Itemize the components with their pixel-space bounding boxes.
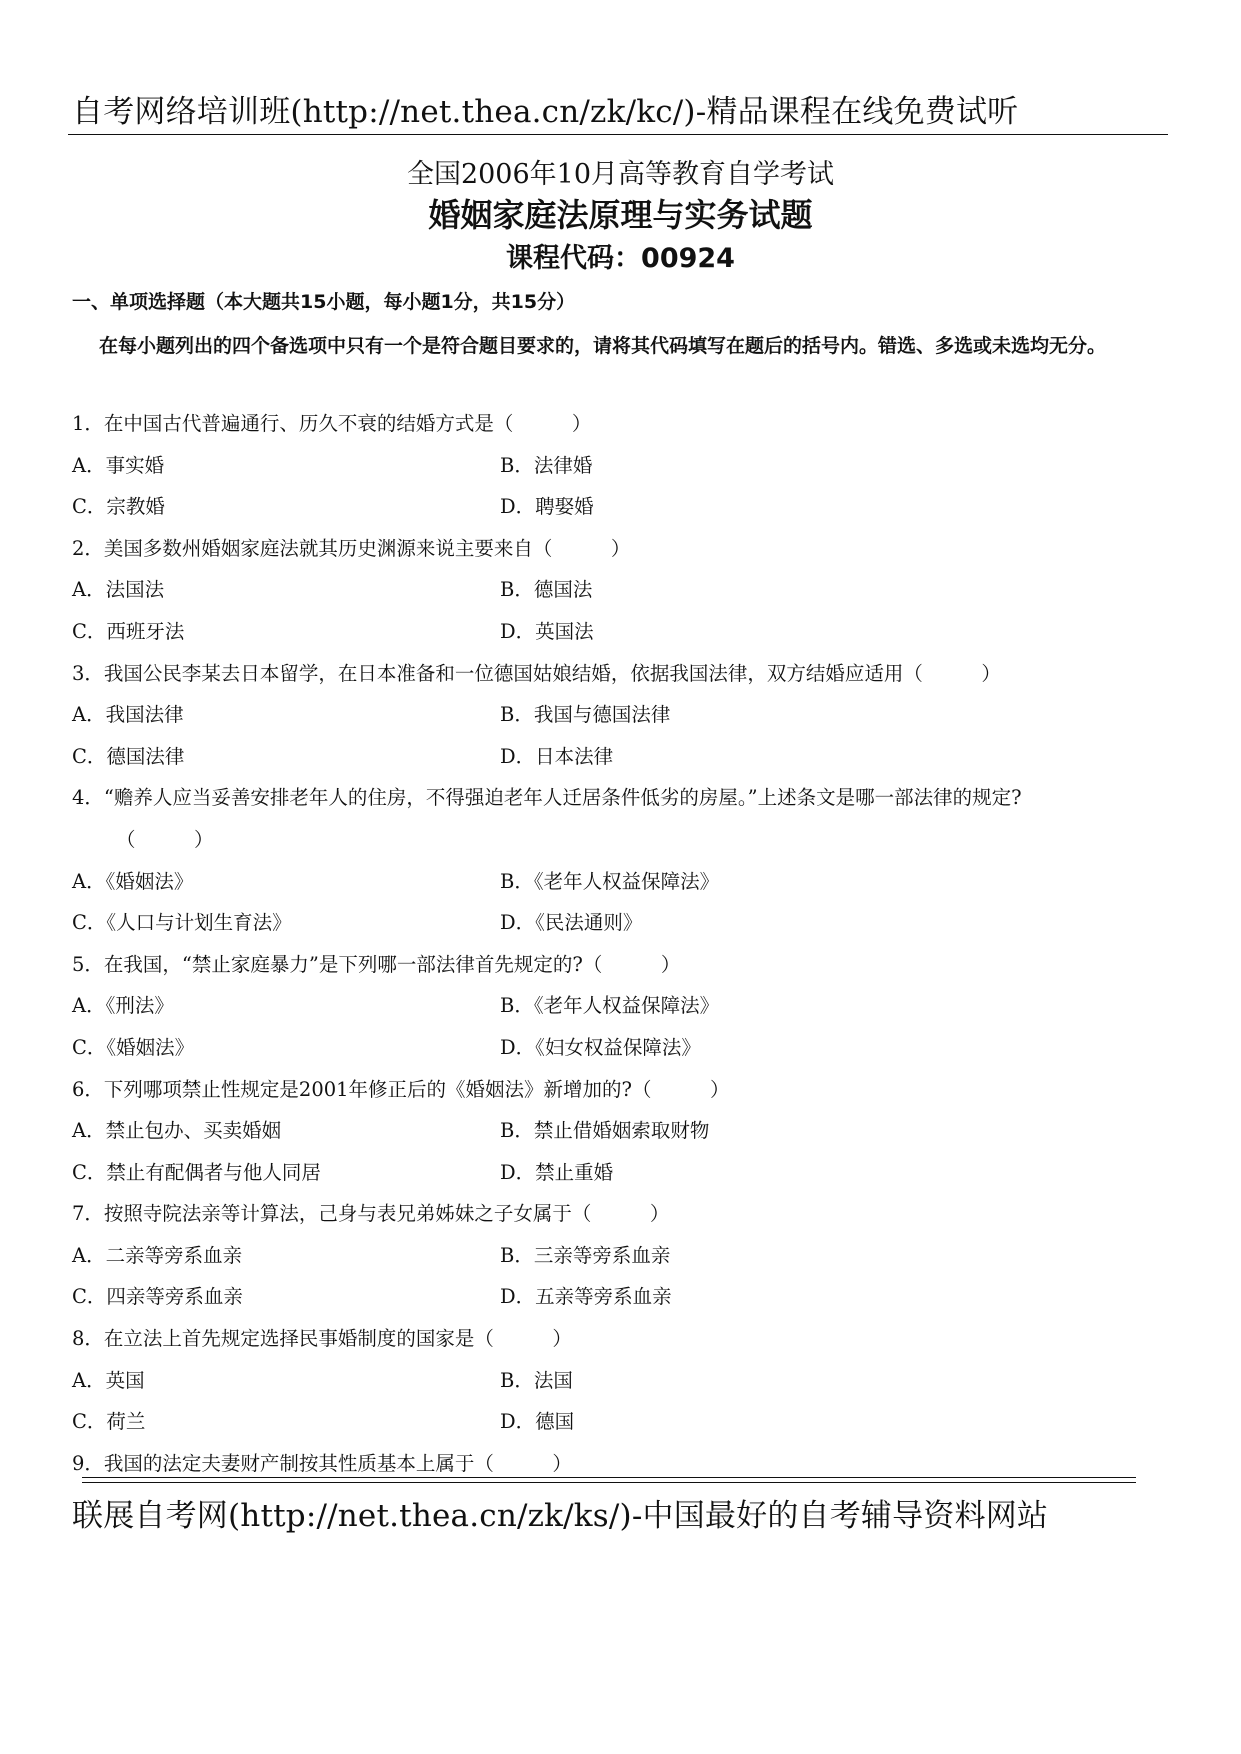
question-number: 2． [72,536,104,560]
question-list [72,403,1182,1484]
answer-option: A．法国法 [72,578,165,602]
question-text: 按照寺院法亲等计算法，己身与表兄弟姊妹之子女属于（ ） [103,1202,670,1226]
question-text: 在立法上首先规定选择民事婚制度的国家是（ ） [103,1327,572,1351]
exam-title: 全国2006年10月高等教育自学考试 [406,159,835,190]
question-number: 4． [72,786,104,810]
answer-option: B．禁止借婚姻索取财物 [500,1119,710,1143]
option-row [72,486,1182,528]
answer-option: B．《老年人权益保障法》 [500,994,720,1018]
answer-option: A．二亲等旁系血亲 [72,1243,243,1267]
answer-option: C．荷兰 [72,1410,146,1434]
question-stem [72,403,1182,445]
answer-option: B．三亲等旁系血亲 [500,1243,671,1267]
answer-option: D．聘娶婚 [500,495,594,519]
answer-option: C．四亲等旁系血亲 [72,1285,243,1309]
question-stem [72,944,1182,986]
answer-option: B．《老年人权益保障法》 [500,869,720,893]
question-stem [72,1193,1182,1235]
section-heading: 一、单项选择题（本大题共15小题，每小题1分，共15分） [72,291,576,313]
option-row [72,569,1182,611]
option-row [72,985,1182,1027]
question-text: 在我国，“禁止家庭暴力”是下列哪一部法律首先规定的?（ ） [103,952,681,976]
option-row [72,1401,1182,1443]
question-text: 我国公民李某去日本留学，在日本准备和一位德国姑娘结婚，依据我国法律，双方结婚应适用（ ） [103,661,1001,685]
section-instruction: 在每小题列出的四个备选项中只有一个是符合题目要求的，请将其代码填写在题后的括号内。错选、多选或未选均无分。 [99,335,1107,357]
question-number: 7． [72,1202,104,1226]
answer-option: D．《妇女权益保障法》 [500,1035,701,1059]
option-row [72,1360,1182,1402]
answer-option: C．德国法律 [72,744,185,768]
answer-option: A．事实婚 [72,453,165,477]
question-text: 美国多数州婚姻家庭法就其历史渊源来说主要来自（ ） [103,536,631,560]
answer-option: A．我国法律 [72,703,184,727]
answer-option: C．西班牙法 [72,619,185,643]
question-number: 9． [72,1451,104,1475]
question-number: 6． [72,1077,104,1101]
answer-option: B．法律婚 [500,453,593,477]
question-number: 5． [72,952,104,976]
option-row [72,902,1182,944]
answer-option: C．《婚姻法》 [72,1035,195,1059]
option-row [72,694,1182,736]
option-row [72,1276,1182,1318]
header-divider [68,134,1168,135]
question-stem [72,1069,1182,1111]
page-footer: 联展自考网(http://net.thea.cn/zk/ks/)-中国最好的自考辅导资料网站 [72,1498,1049,1534]
question-stem [72,777,1182,819]
answer-option: B．我国与德国法律 [500,703,671,727]
option-row [72,1110,1182,1152]
option-row [72,861,1182,903]
page-header: 自考网络培训班(http://net.thea.cn/zk/kc/)-精品课程在线免费试听 [72,94,1019,130]
answer-option: A．《婚姻法》 [72,869,194,893]
option-row [72,1152,1182,1194]
question-text: “赡养人应当妥善安排老年人的住房，不得强迫老年人迁居条件低劣的房屋。”上述条文是哪一部法律的规定? [103,786,1022,810]
question-number: 3． [72,661,104,685]
answer-option: A．禁止包办、买卖婚姻 [72,1119,282,1143]
option-row [72,445,1182,487]
option-row [72,736,1182,778]
question-stem [72,528,1182,570]
option-row [72,1027,1182,1069]
footer-divider [82,1477,1136,1483]
answer-option: A．英国 [72,1368,145,1392]
answer-option: C．禁止有配偶者与他人同居 [72,1160,321,1184]
answer-option: C．宗教婚 [72,495,165,519]
answer-option: D．禁止重婚 [500,1160,614,1184]
answer-option: D．五亲等旁系血亲 [500,1285,672,1309]
option-row [72,1235,1182,1277]
option-row [72,611,1182,653]
answer-option: B．德国法 [500,578,593,602]
exam-subject: 婚姻家庭法原理与实务试题 [428,196,813,234]
answer-option: D．英国法 [500,619,594,643]
question-number: 8． [72,1327,104,1351]
question-text-continued: （ ） [116,827,214,851]
answer-option: D．德国 [500,1410,575,1434]
answer-option: D．日本法律 [500,744,614,768]
answer-option: A．《刑法》 [72,994,174,1018]
answer-option: B．法国 [500,1368,573,1392]
course-code: 课程代码：00924 [506,243,735,274]
question-text: 在中国古代普遍通行、历久不衰的结婚方式是（ ） [103,412,592,435]
answer-option: D．《民法通则》 [500,911,643,935]
question-text: 我国的法定夫妻财产制按其性质基本上属于（ ） [103,1451,572,1475]
question-stem [72,1318,1182,1360]
answer-option: C．《人口与计划生育法》 [72,911,292,935]
question-text: 下列哪项禁止性规定是2001年修正后的《婚姻法》新增加的?（ ） [103,1077,730,1101]
question-stem [72,653,1182,695]
question-number: 1． [72,412,104,435]
